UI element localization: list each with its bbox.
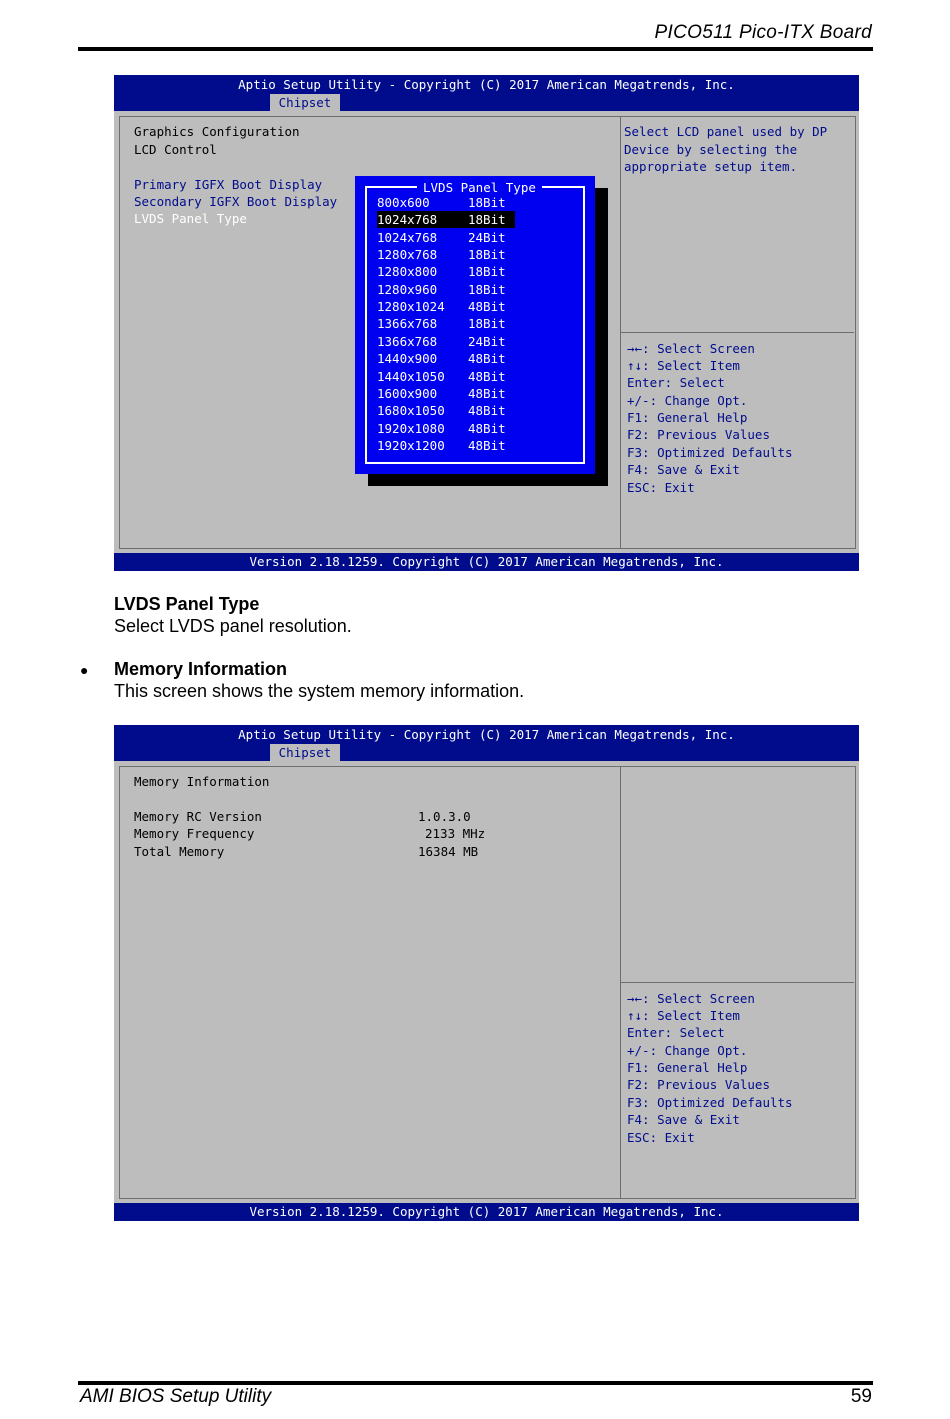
key-change-opt: +/-: Change Opt. [627, 393, 748, 408]
bullet-icon: ● [80, 662, 89, 678]
lvds-popup [355, 176, 595, 474]
header-rule [78, 47, 873, 51]
footer-title: AMI BIOS Setup Utility [80, 1386, 272, 1407]
section-text-memory: This screen shows the system memory information. [114, 681, 525, 701]
option-resolution: 1024x768 [377, 212, 438, 228]
popup-option[interactable] [377, 194, 515, 211]
option-bits: 48Bit [468, 437, 506, 453]
option-bits: 24Bit [468, 333, 506, 349]
help-line-2: Device by selecting the [624, 142, 798, 157]
bios-screen-lvds [114, 75, 859, 571]
section-heading-memory: Memory Information [114, 659, 288, 679]
popup-option[interactable] [377, 263, 515, 280]
menu-lcd-control: LCD Control [134, 142, 217, 157]
popup-option[interactable] [377, 437, 515, 454]
help-divider [620, 332, 854, 333]
option-bits: 18Bit [468, 195, 506, 210]
total-memory-label: Total Memory [134, 844, 225, 859]
option-resolution: 1280x768 [377, 247, 438, 263]
popup-option[interactable] [377, 350, 515, 367]
key-enter-select: Enter: Select [627, 1025, 725, 1040]
menu-lvds-panel-type[interactable]: LVDS Panel Type [134, 211, 247, 226]
popup-option[interactable] [377, 402, 515, 419]
tab-chipset[interactable]: Chipset [270, 94, 340, 111]
popup-option[interactable] [377, 281, 515, 298]
popup-option[interactable] [377, 385, 515, 402]
option-bits: 48Bit [468, 403, 506, 419]
memory-rc-version-value: 1.0.3.0 [418, 809, 471, 824]
option-bits: 24Bit [468, 229, 506, 245]
bios-title-bar [114, 725, 859, 761]
memory-rc-version-label: Memory RC Version [134, 809, 262, 824]
footer-rule [78, 1381, 873, 1385]
popup-title: LVDS Panel Type [417, 180, 542, 196]
key-enter-select: Enter: Select [627, 375, 725, 390]
popup-option[interactable] [377, 315, 515, 332]
popup-option[interactable] [377, 229, 515, 246]
option-bits: 18Bit [468, 316, 506, 332]
section-text-lvds: Select LVDS panel resolution. [114, 616, 352, 636]
key-esc-exit: ESC: Exit [627, 1130, 695, 1145]
key-previous-values: F2: Previous Values [627, 427, 770, 442]
help-divider [620, 982, 854, 983]
option-bits: 18Bit [468, 247, 506, 263]
option-resolution: 1366x768 [377, 333, 438, 349]
key-general-help: F1: General Help [627, 410, 748, 425]
menu-primary-igfx-boot-display[interactable]: Primary IGFX Boot Display [134, 177, 323, 192]
popup-option[interactable] [377, 333, 515, 350]
bios-title: Aptio Setup Utility - Copyright (C) 2017 American Megatrends, Inc. [238, 727, 735, 742]
popup-option[interactable] [377, 211, 515, 228]
total-memory-value: 16384 MB [418, 844, 479, 859]
popup-option[interactable] [377, 246, 515, 263]
option-resolution: 1440x1050 [377, 368, 445, 384]
option-bits: 18Bit [468, 212, 506, 228]
tab-chipset[interactable]: Chipset [270, 744, 340, 761]
option-bits: 18Bit [468, 281, 506, 297]
help-line-1: Select LCD panel used by DP [624, 124, 828, 139]
option-resolution: 1920x1080 [377, 420, 445, 436]
option-bits: 48Bit [468, 420, 506, 436]
memory-frequency-value: 2133 MHz [425, 826, 486, 841]
key-optimized-defaults: F3: Optimized Defaults [627, 1095, 793, 1110]
option-resolution: 1024x768 [377, 229, 438, 245]
bios-title-bar [114, 75, 859, 111]
key-select-item: ↑↓: Select Item [627, 1008, 740, 1023]
memory-frequency-label: Memory Frequency [134, 826, 255, 841]
bios-title: Aptio Setup Utility - Copyright (C) 2017 American Megatrends, Inc. [238, 77, 735, 92]
page-number: 59 [850, 1386, 872, 1407]
bios-version-bar: Version 2.18.1259. Copyright (C) 2017 American Megatrends, Inc. [114, 553, 859, 571]
option-resolution: 1920x1200 [377, 437, 445, 453]
option-resolution: 1680x1050 [377, 403, 445, 419]
section-heading-lvds: LVDS Panel Type [114, 594, 260, 614]
option-resolution: 1280x800 [377, 264, 438, 280]
bios-version-bar: Version 2.18.1259. Copyright (C) 2017 American Megatrends, Inc. [114, 1203, 859, 1221]
memory-information-heading: Memory Information [134, 774, 270, 789]
menu-secondary-igfx-boot-display[interactable]: Secondary IGFX Boot Display [134, 194, 338, 209]
option-resolution: 1280x1024 [377, 299, 445, 315]
page-header-title: PICO511 Pico-ITX Board [654, 22, 872, 43]
option-resolution: 1280x960 [377, 281, 438, 297]
key-select-item: ↑↓: Select Item [627, 358, 740, 373]
key-general-help: F1: General Help [627, 1060, 748, 1075]
key-optimized-defaults: F3: Optimized Defaults [627, 445, 793, 460]
option-resolution: 1366x768 [377, 316, 438, 332]
option-resolution: 1440x900 [377, 351, 438, 367]
key-save-exit: F4: Save & Exit [627, 462, 740, 477]
key-previous-values: F2: Previous Values [627, 1077, 770, 1092]
key-select-screen: →←: Select Screen [627, 341, 755, 356]
option-bits: 48Bit [468, 368, 506, 384]
popup-option[interactable] [377, 298, 515, 315]
option-bits: 48Bit [468, 299, 506, 315]
option-resolution: 800x600 [377, 195, 430, 210]
option-resolution: 1600x900 [377, 385, 438, 401]
option-bits: 48Bit [468, 351, 506, 367]
key-esc-exit: ESC: Exit [627, 480, 695, 495]
key-select-screen: →←: Select Screen [627, 991, 755, 1006]
menu-graphics-configuration: Graphics Configuration [134, 124, 300, 139]
option-bits: 48Bit [468, 385, 506, 401]
bios-screen-memory [114, 725, 859, 1221]
key-change-opt: +/-: Change Opt. [627, 1043, 748, 1058]
help-line-3: appropriate setup item. [624, 159, 798, 174]
option-bits: 18Bit [468, 264, 506, 280]
popup-option[interactable] [377, 420, 515, 437]
key-save-exit: F4: Save & Exit [627, 1112, 740, 1127]
popup-option[interactable] [377, 368, 515, 385]
